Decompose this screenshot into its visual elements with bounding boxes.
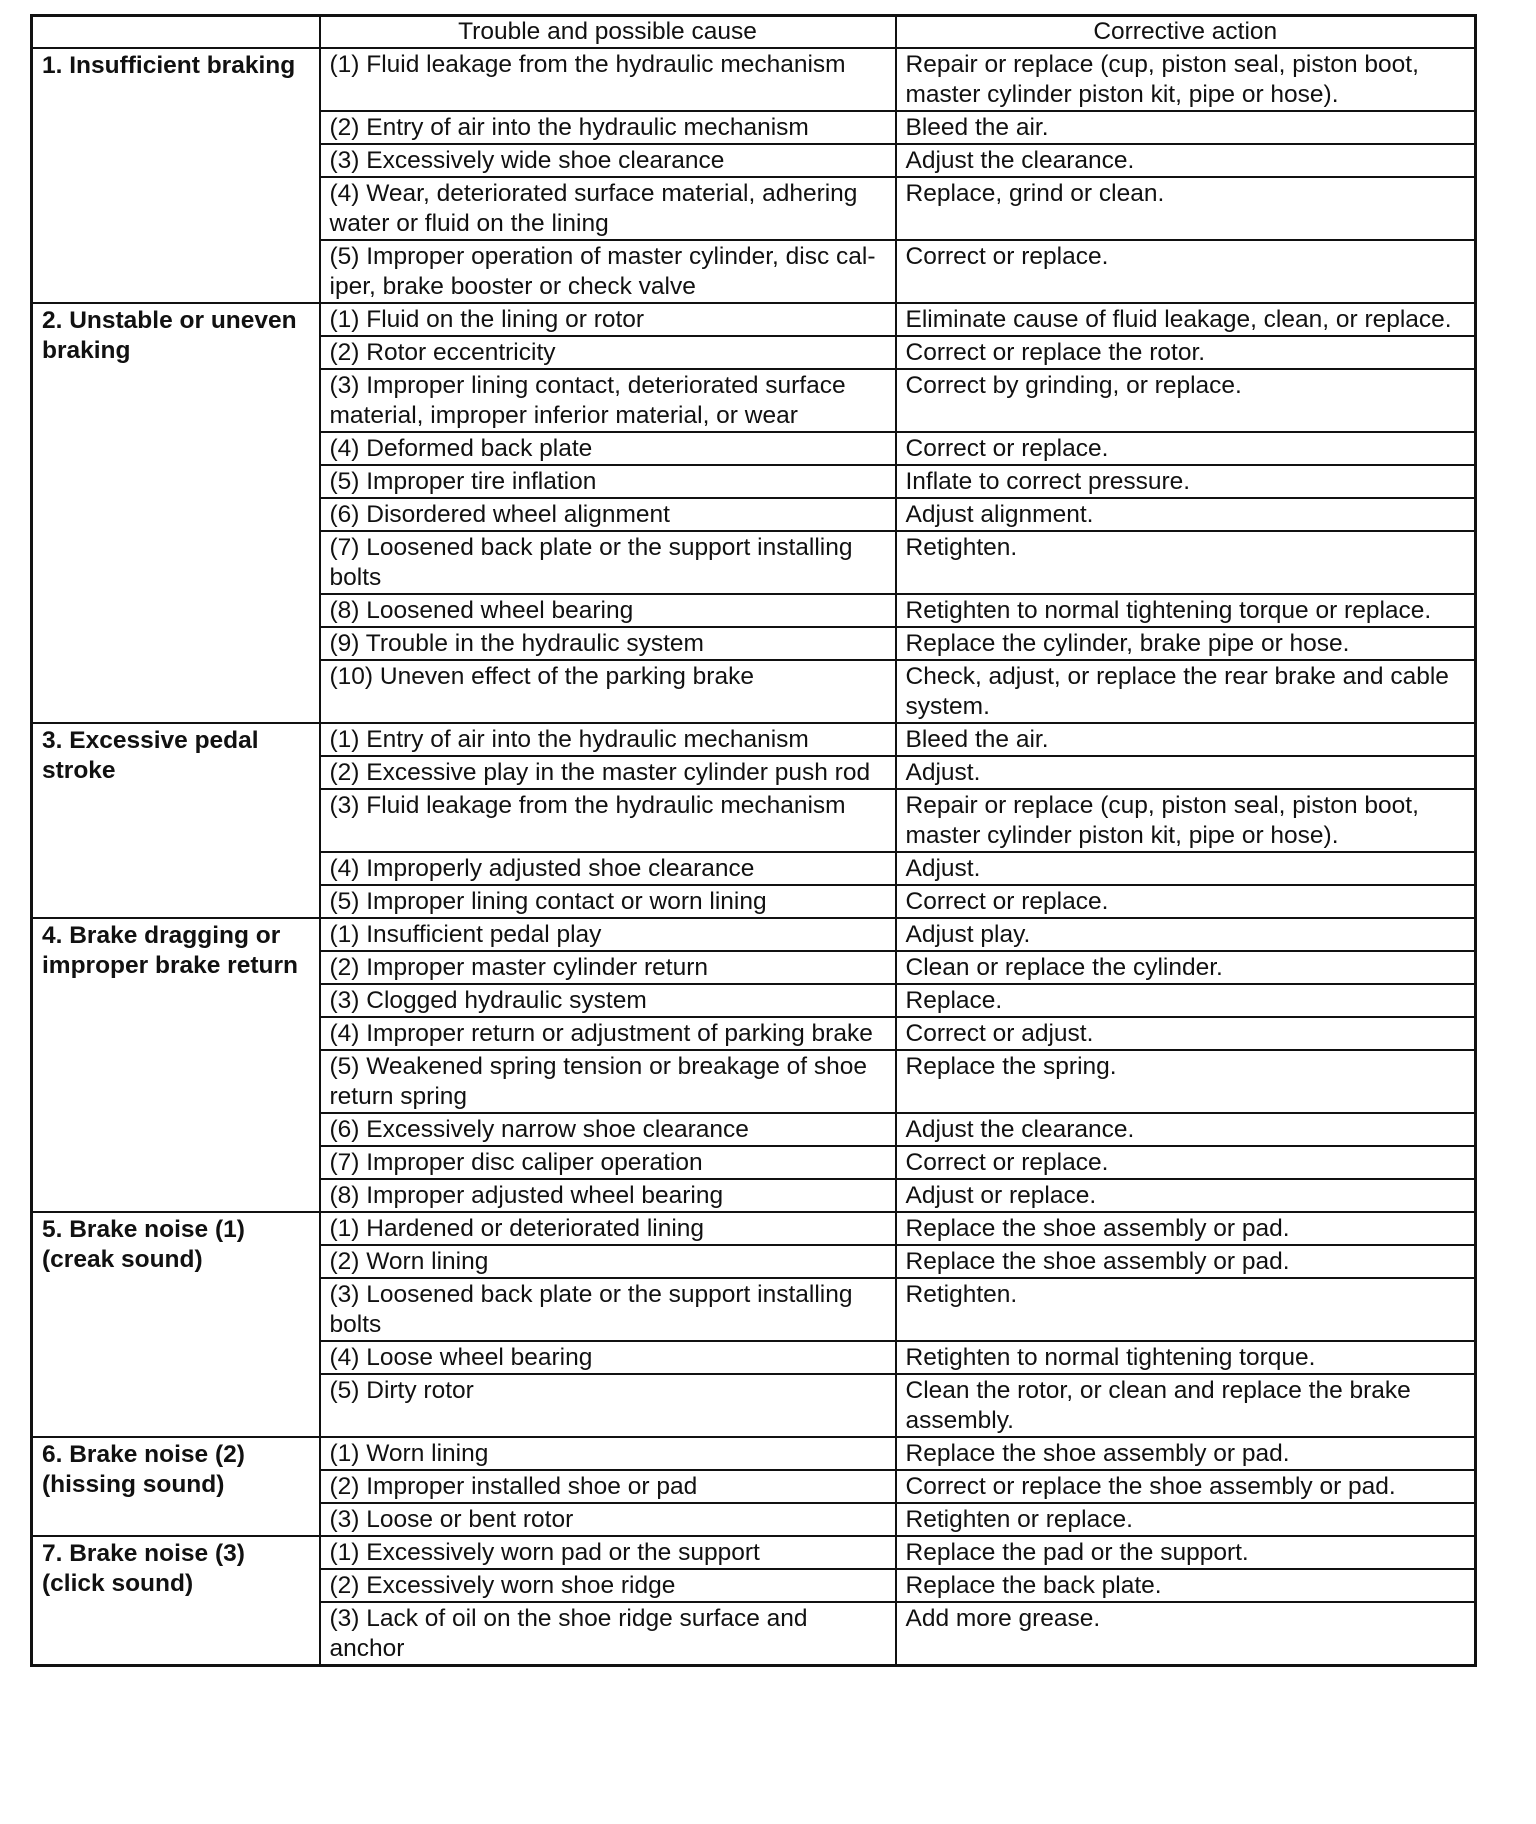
- action-cell: Replace, grind or clean.: [896, 177, 1476, 240]
- cause-cell: (6) Excessively narrow shoe clearance: [320, 1113, 896, 1146]
- action-cell: Adjust play.: [896, 918, 1476, 951]
- action-cell: Replace.: [896, 984, 1476, 1017]
- cause-cell: (7) Improper disc caliper operation: [320, 1146, 896, 1179]
- action-cell: Adjust.: [896, 852, 1476, 885]
- action-cell: Correct or replace the rotor.: [896, 336, 1476, 369]
- action-cell: Clean the rotor, or clean and replace the brake assembly.: [896, 1374, 1476, 1437]
- action-cell: Eliminate cause of fluid leakage, clean, or replace.: [896, 303, 1476, 336]
- action-cell: Add more grease.: [896, 1602, 1476, 1666]
- category-cell: 2. Unstable or uneven braking: [32, 303, 320, 723]
- cause-cell: (3) Improper lining contact, deteriorated surface material, improper inferior material, or wear: [320, 369, 896, 432]
- action-cell: Adjust alignment.: [896, 498, 1476, 531]
- cause-cell: (5) Improper lining contact or worn lining: [320, 885, 896, 918]
- action-cell: Replace the pad or the support.: [896, 1536, 1476, 1569]
- cause-cell: (3) Fluid leakage from the hydraulic mechanism: [320, 789, 896, 852]
- cause-cell: (7) Loosened back plate or the support installing bolts: [320, 531, 896, 594]
- action-cell: Check, adjust, or replace the rear brake and cable system.: [896, 660, 1476, 723]
- action-cell: Replace the back plate.: [896, 1569, 1476, 1602]
- header-category: [32, 16, 320, 49]
- table-row: [32, 918, 1476, 951]
- action-cell: Correct or replace the shoe assembly or pad.: [896, 1470, 1476, 1503]
- action-cell: Replace the shoe assembly or pad.: [896, 1245, 1476, 1278]
- table-header-row: [32, 16, 1476, 49]
- cause-cell: (1) Fluid on the lining or rotor: [320, 303, 896, 336]
- cause-cell: (4) Improper return or adjustment of parking brake: [320, 1017, 896, 1050]
- action-cell: Adjust the clearance.: [896, 1113, 1476, 1146]
- cause-cell: (5) Improper operation of master cylinder, disc cal-iper, brake booster or check valve: [320, 240, 896, 303]
- table-row: [32, 1536, 1476, 1569]
- cause-cell: (4) Deformed back plate: [320, 432, 896, 465]
- action-cell: Replace the shoe assembly or pad.: [896, 1212, 1476, 1245]
- action-cell: Replace the cylinder, brake pipe or hose.: [896, 627, 1476, 660]
- table-row: [32, 303, 1476, 336]
- cause-cell: (1) Hardened or deteriorated lining: [320, 1212, 896, 1245]
- cause-cell: (3) Clogged hydraulic system: [320, 984, 896, 1017]
- cause-cell: (4) Loose wheel bearing: [320, 1341, 896, 1374]
- action-cell: Correct or replace.: [896, 240, 1476, 303]
- cause-cell: (1) Insufficient pedal play: [320, 918, 896, 951]
- cause-cell: (2) Excessively worn shoe ridge: [320, 1569, 896, 1602]
- cause-cell: (5) Dirty rotor: [320, 1374, 896, 1437]
- action-cell: Retighten to normal tightening torque or replace.: [896, 594, 1476, 627]
- action-cell: Retighten or replace.: [896, 1503, 1476, 1536]
- cause-cell: (1) Entry of air into the hydraulic mechanism: [320, 723, 896, 756]
- category-cell: 7. Brake noise (3) (click sound): [32, 1536, 320, 1666]
- action-cell: Correct or replace.: [896, 885, 1476, 918]
- table-body: [32, 48, 1476, 1666]
- category-cell: 6. Brake noise (2) (hissing sound): [32, 1437, 320, 1536]
- category-cell: 4. Brake dragging or improper brake return: [32, 918, 320, 1212]
- action-cell: Bleed the air.: [896, 723, 1476, 756]
- action-cell: Adjust.: [896, 756, 1476, 789]
- action-cell: Correct or replace.: [896, 1146, 1476, 1179]
- action-cell: Retighten.: [896, 531, 1476, 594]
- troubleshooting-table: [30, 14, 1477, 1667]
- action-cell: Clean or replace the cylinder.: [896, 951, 1476, 984]
- cause-cell: (3) Excessively wide shoe clearance: [320, 144, 896, 177]
- cause-cell: (5) Improper tire inflation: [320, 465, 896, 498]
- cause-cell: (2) Worn lining: [320, 1245, 896, 1278]
- action-cell: Repair or replace (cup, piston seal, piston boot, master cylinder piston kit, pipe or hose).: [896, 789, 1476, 852]
- table-row: [32, 48, 1476, 111]
- category-cell: 5. Brake noise (1) (creak sound): [32, 1212, 320, 1437]
- cause-cell: (6) Disordered wheel alignment: [320, 498, 896, 531]
- action-cell: Correct or replace.: [896, 432, 1476, 465]
- action-cell: Retighten.: [896, 1278, 1476, 1341]
- cause-cell: (10) Uneven effect of the parking brake: [320, 660, 896, 723]
- cause-cell: (8) Loosened wheel bearing: [320, 594, 896, 627]
- category-cell: 1. Insufficient braking: [32, 48, 320, 303]
- cause-cell: (1) Fluid leakage from the hydraulic mechanism: [320, 48, 896, 111]
- action-cell: Retighten to normal tightening torque.: [896, 1341, 1476, 1374]
- action-cell: Correct or adjust.: [896, 1017, 1476, 1050]
- cause-cell: (2) Excessive play in the master cylinder push rod: [320, 756, 896, 789]
- cause-cell: (1) Worn lining: [320, 1437, 896, 1470]
- cause-cell: (4) Wear, deteriorated surface material, adhering water or fluid on the lining: [320, 177, 896, 240]
- header-corrective-action: Corrective action: [896, 16, 1476, 49]
- cause-cell: (2) Improper master cylinder return: [320, 951, 896, 984]
- category-cell: 3. Excessive pedal stroke: [32, 723, 320, 918]
- cause-cell: (3) Loosened back plate or the support installing bolts: [320, 1278, 896, 1341]
- action-cell: Adjust the clearance.: [896, 144, 1476, 177]
- action-cell: Correct by grinding, or replace.: [896, 369, 1476, 432]
- header-trouble-cause: Trouble and possible cause: [320, 16, 896, 49]
- action-cell: Adjust or replace.: [896, 1179, 1476, 1212]
- table-row: [32, 723, 1476, 756]
- cause-cell: (1) Excessively worn pad or the support: [320, 1536, 896, 1569]
- cause-cell: (2) Rotor eccentricity: [320, 336, 896, 369]
- cause-cell: (2) Entry of air into the hydraulic mechanism: [320, 111, 896, 144]
- cause-cell: (3) Loose or bent rotor: [320, 1503, 896, 1536]
- table-row: [32, 1437, 1476, 1470]
- cause-cell: (8) Improper adjusted wheel bearing: [320, 1179, 896, 1212]
- action-cell: Replace the shoe assembly or pad.: [896, 1437, 1476, 1470]
- cause-cell: (4) Improperly adjusted shoe clearance: [320, 852, 896, 885]
- action-cell: Replace the spring.: [896, 1050, 1476, 1113]
- cause-cell: (3) Lack of oil on the shoe ridge surface and anchor: [320, 1602, 896, 1666]
- cause-cell: (2) Improper installed shoe or pad: [320, 1470, 896, 1503]
- table-row: [32, 1212, 1476, 1245]
- action-cell: Inflate to correct pressure.: [896, 465, 1476, 498]
- cause-cell: (9) Trouble in the hydraulic system: [320, 627, 896, 660]
- action-cell: Repair or replace (cup, piston seal, piston boot, master cylinder piston kit, pipe or hose).: [896, 48, 1476, 111]
- cause-cell: (5) Weakened spring tension or breakage of shoe return spring: [320, 1050, 896, 1113]
- action-cell: Bleed the air.: [896, 111, 1476, 144]
